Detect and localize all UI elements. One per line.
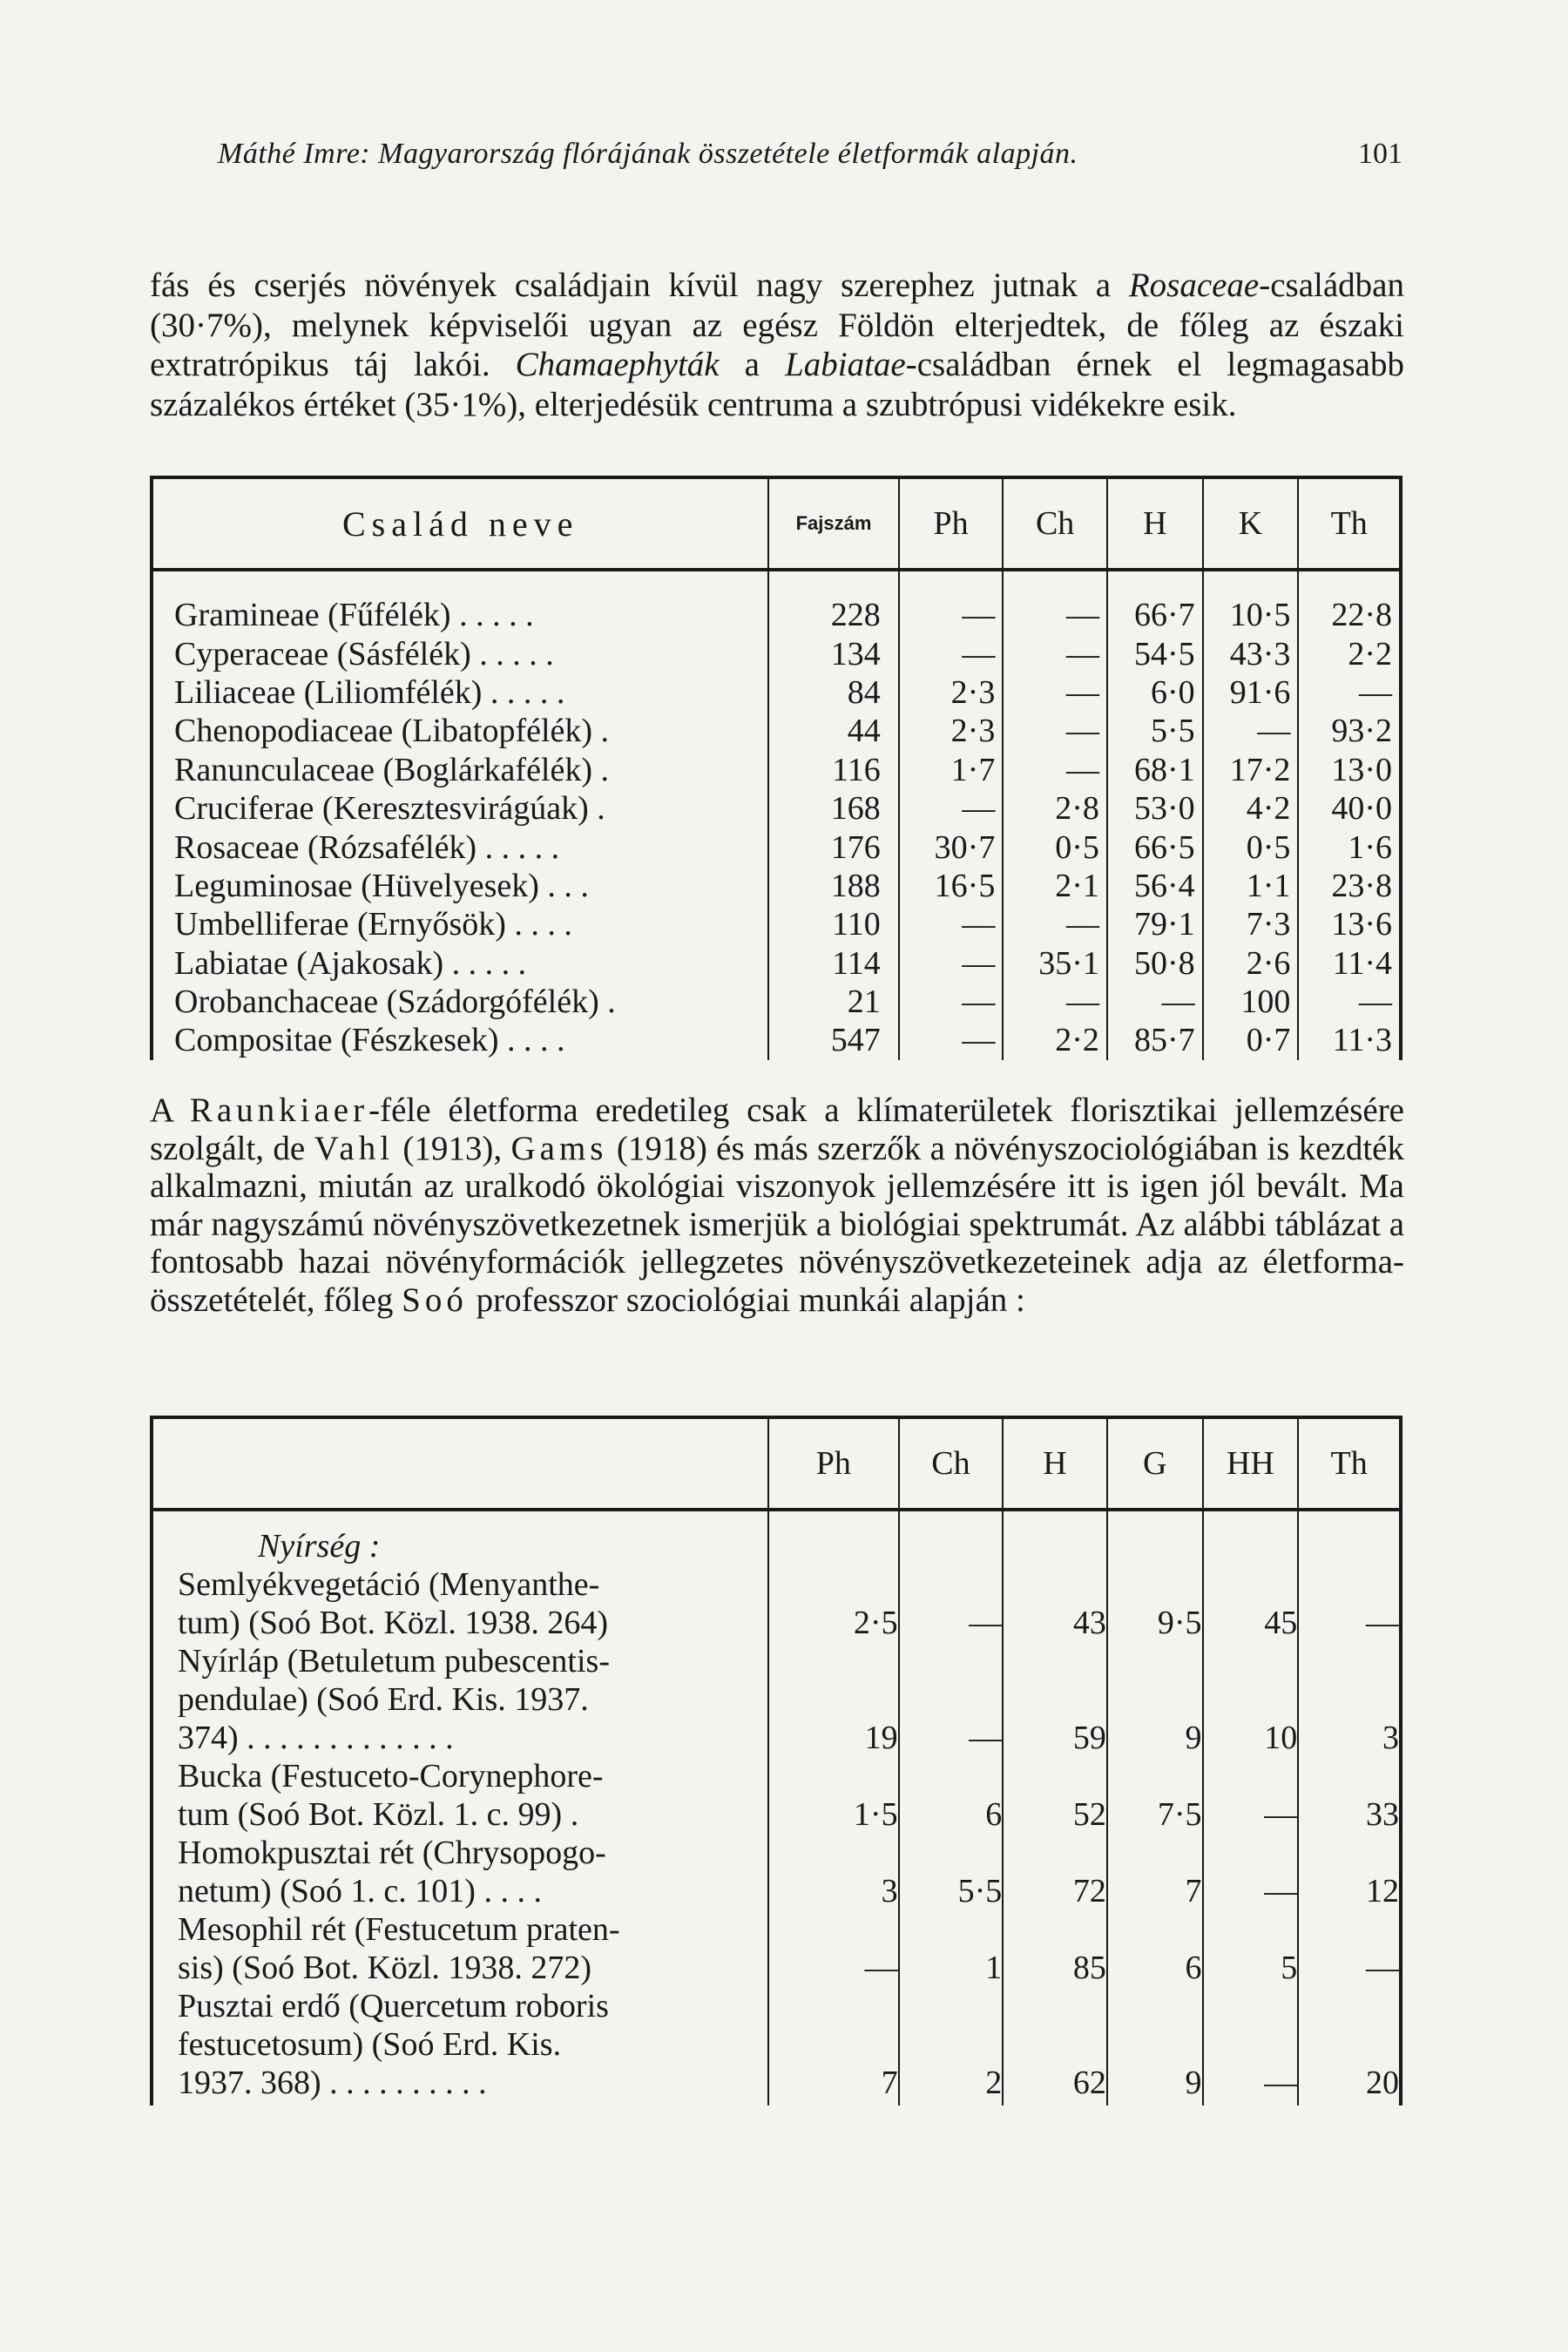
text-run: (1918) és más szerzők a növényszociológiában is kezdték alkalmazni, miután az uralkodó ökológiai viszonyok jellemzésére itt is igen jól bevált. Ma már nagyszámú növényszövetkezetnek ismerjük a biológiai spektrumát. Az alábbi táblázat a fontosabb hazai növényformációk jellegzetes növényszövetkezeteinek adja az életforma-összetételét, főleg: [150, 1129, 1404, 1319]
value-cell: 2: [899, 1987, 1004, 2105]
value-cell: —: [899, 789, 1004, 828]
value-cell: 43·3: [1203, 634, 1299, 672]
intro-paragraph: [150, 266, 1404, 424]
value-cell: —: [1203, 1757, 1299, 1834]
association-name-line: Mesophil rét (Festucetum praten-: [178, 1911, 620, 1948]
column-header: Th: [1298, 1417, 1401, 1510]
association-name-cell: [152, 1910, 768, 1987]
column-header: H: [1003, 1417, 1107, 1510]
value-cell: —: [899, 1565, 1004, 1642]
association-name-line: netum) (Soó 1. c. 101) . . . .: [178, 1873, 542, 1909]
text-run: professzor szociológiai munkái alapján :: [467, 1281, 1025, 1319]
value-cell: —: [1003, 634, 1107, 672]
value-cell: 13·0: [1298, 751, 1401, 789]
value-cell: 9: [1107, 1987, 1203, 2105]
value-cell: 13·6: [1298, 905, 1401, 943]
value-cell: 53·0: [1107, 789, 1203, 828]
value-cell: 54·5: [1107, 634, 1203, 672]
value-cell: 2·3: [899, 673, 1004, 712]
author-name: Vahl: [314, 1129, 395, 1167]
column-header: G: [1107, 1417, 1203, 1510]
table-row: [152, 1565, 1401, 1642]
family-name-cell: Chenopodiaceae (Libatopfélék) .: [174, 713, 610, 750]
author-name: Raunkiaer: [189, 1092, 369, 1129]
association-name-line: Pusztai erdő (Quercetum roboris: [178, 1988, 609, 2024]
value-cell: 52: [1003, 1757, 1107, 1834]
value-cell: 9: [1107, 1642, 1203, 1757]
association-name-cell: [152, 1987, 768, 2105]
text-run: A: [150, 1092, 190, 1129]
value-cell: —: [1003, 673, 1107, 712]
page-number: 101: [1358, 138, 1402, 170]
table-row: [152, 751, 1401, 789]
value-cell: 2·3: [899, 712, 1004, 750]
value-cell: 66·5: [1107, 828, 1203, 866]
value-cell: 85·7: [1107, 1021, 1203, 1059]
column-header: K: [1203, 477, 1299, 570]
table-row: [152, 596, 1401, 634]
value-cell: —: [1003, 905, 1107, 943]
value-cell: —: [1003, 596, 1107, 634]
value-cell: 0·5: [1003, 828, 1107, 866]
value-cell: 2·5: [768, 1565, 899, 1642]
value-cell: 91·6: [1203, 673, 1299, 712]
association-name-line: tum) (Soó Bot. Közl. 1938. 264): [178, 1605, 608, 1641]
author-name: Gams: [510, 1129, 608, 1167]
family-name-cell: Leguminosae (Hüvelyesek) . . .: [174, 867, 589, 904]
text-run-italic: Labiatae: [785, 346, 906, 383]
value-cell: 6: [899, 1757, 1004, 1834]
value-cell: 30·7: [899, 828, 1004, 866]
value-cell: 79·1: [1107, 905, 1203, 943]
association-name-line: festucetosum) (Soó Erd. Kis.: [178, 2026, 562, 2063]
column-header: Ph: [768, 1417, 899, 1510]
value-cell: —: [1298, 983, 1401, 1021]
value-cell: 1·1: [1203, 867, 1299, 905]
value-cell: 100: [1203, 983, 1299, 1021]
value-cell: 3: [768, 1834, 899, 1910]
table-row: [152, 1642, 1401, 1757]
association-name-cell: [152, 1642, 768, 1757]
table-row: [152, 789, 1401, 828]
family-name-cell: Labiatae (Ajakosak) . . . . .: [174, 944, 527, 982]
value-cell: 6·0: [1107, 673, 1203, 712]
value-cell: —: [899, 1642, 1004, 1757]
value-cell: 547: [768, 1021, 898, 1059]
column-header: Th: [1298, 477, 1401, 570]
table-header-row: [152, 1417, 1401, 1510]
value-cell: 84: [768, 673, 898, 712]
value-cell: 5: [1203, 1910, 1299, 1987]
column-header: Ch: [1003, 477, 1107, 570]
value-cell: 7·5: [1107, 1757, 1203, 1834]
association-name-line: tum (Soó Bot. Közl. 1. c. 99) .: [178, 1796, 579, 1833]
value-cell: 7: [1107, 1834, 1203, 1910]
family-name-cell: Cruciferae (Keresztesvirágúak) .: [174, 790, 605, 828]
value-cell: 19: [768, 1642, 899, 1757]
value-cell: 0·7: [1203, 1021, 1299, 1059]
value-cell: 7·3: [1203, 905, 1299, 943]
table-row: [152, 712, 1401, 750]
table-row: [152, 634, 1401, 672]
value-cell: 16·5: [899, 867, 1004, 905]
value-cell: —: [768, 1910, 899, 1987]
family-name-cell: Liliaceae (Liliomfélék) . . . . .: [174, 673, 565, 711]
value-cell: 50·8: [1107, 944, 1203, 983]
value-cell: 3: [1298, 1642, 1401, 1757]
value-cell: 40·0: [1298, 789, 1401, 828]
family-name-cell: Gramineae (Fűfélék) . . . . .: [174, 597, 534, 634]
value-cell: 66·7: [1107, 596, 1203, 634]
value-cell: 5·5: [1107, 712, 1203, 750]
table-row: [152, 867, 1401, 905]
association-name-cell: [152, 1565, 768, 1642]
table-header-row: [152, 477, 1401, 570]
association-name-line: pendulae) (Soó Erd. Kis. 1937.: [178, 1681, 589, 1718]
value-cell: 56·4: [1107, 867, 1203, 905]
association-name-cell: [152, 1834, 768, 1910]
value-cell: —: [899, 634, 1004, 672]
association-name-line: Nyírláp (Betuletum pubescentis-: [178, 1643, 610, 1680]
value-cell: 17·2: [1203, 751, 1299, 789]
running-header: [218, 138, 1402, 181]
value-cell: 228: [768, 596, 898, 634]
value-cell: 10: [1203, 1642, 1299, 1757]
value-cell: 1: [899, 1910, 1004, 1987]
table-row: [152, 673, 1401, 712]
value-cell: 11·3: [1298, 1021, 1401, 1059]
value-cell: 22·8: [1298, 596, 1401, 634]
table-row: [152, 1910, 1401, 1987]
table-row: [152, 944, 1401, 983]
value-cell: —: [899, 944, 1004, 983]
family-name-cell: Umbelliferae (Ernyősök) . . . .: [174, 906, 572, 943]
raunkiaer-paragraph: [150, 1092, 1404, 1319]
region-label: Nyírség :: [258, 1528, 381, 1565]
value-cell: 23·8: [1298, 867, 1401, 905]
value-cell: 134: [768, 634, 898, 672]
value-cell: 114: [768, 944, 898, 983]
value-cell: 188: [768, 867, 898, 905]
author-name: Soó: [402, 1281, 468, 1319]
column-header: Fajszám: [768, 477, 898, 570]
value-cell: —: [1003, 712, 1107, 750]
value-cell: 21: [768, 983, 898, 1021]
text-run: fás és cserjés növények családjain kívül nagy szerephez jutnak a: [150, 267, 1129, 304]
value-cell: 93·2: [1298, 712, 1401, 750]
family-name-cell: Rosaceae (Rózsafélék) . . . . .: [174, 828, 560, 866]
column-header: Ch: [899, 1417, 1004, 1510]
value-cell: 59: [1003, 1642, 1107, 1757]
value-cell: 110: [768, 905, 898, 943]
value-cell: 62: [1003, 1987, 1107, 2105]
value-cell: 12: [1298, 1834, 1401, 1910]
value-cell: —: [899, 596, 1004, 634]
value-cell: —: [1107, 983, 1203, 1021]
value-cell: 1·7: [899, 751, 1004, 789]
text-run: -családban (30·7%), melynek képviselői ugyan az egész Földön elterjedtek, de főleg az északi extratrópikus táj lakói.: [150, 267, 1404, 383]
value-cell: 35·1: [1003, 944, 1107, 983]
value-cell: —: [1203, 712, 1299, 750]
table-row: [152, 1987, 1401, 2105]
table-row: [152, 1021, 1401, 1059]
value-cell: 72: [1003, 1834, 1107, 1910]
value-cell: 45: [1203, 1565, 1299, 1642]
association-name-line: Homokpusztai rét (Chrysopogo-: [178, 1835, 606, 1871]
association-name-line: 374) . . . . . . . . . . . . .: [178, 1720, 454, 1756]
value-cell: 2·1: [1003, 867, 1107, 905]
table-row: [152, 983, 1401, 1021]
value-cell: 6: [1107, 1910, 1203, 1987]
value-cell: 9·5: [1107, 1565, 1203, 1642]
value-cell: 1·6: [1298, 828, 1401, 866]
association-name-cell: [152, 1757, 768, 1834]
text-run: -féle életforma eredetileg csak a klímaterületek florisztikai jellemzésére szolgált, de: [150, 1092, 1404, 1167]
column-header: Ph: [899, 477, 1004, 570]
family-name-cell: Orobanchaceae (Szádorgófélék) .: [174, 983, 616, 1021]
value-cell: —: [899, 1021, 1004, 1059]
value-cell: —: [1003, 751, 1107, 789]
value-cell: 2·2: [1003, 1021, 1107, 1059]
value-cell: 68·1: [1107, 751, 1203, 789]
text-run-italic: Chamaephyták: [515, 346, 720, 383]
text-run: -családban érnek el legmagasabb százalékos értéket (35·1%), elterjedésük centruma a szubtrópusi vidékekre esik.: [150, 346, 1404, 423]
value-cell: —: [1203, 1987, 1299, 2105]
value-cell: —: [1203, 1834, 1299, 1910]
association-name-line: sis) (Soó Bot. Közl. 1938. 272): [178, 1950, 591, 1986]
value-cell: —: [1298, 1910, 1401, 1987]
value-cell: 10·5: [1203, 596, 1299, 634]
value-cell: 4·2: [1203, 789, 1299, 828]
text-run: a: [719, 346, 786, 383]
column-header: Család neve: [341, 504, 579, 544]
association-lifeform-table: [150, 1416, 1402, 2105]
value-cell: 0·5: [1203, 828, 1299, 866]
column-header: H: [1107, 477, 1203, 570]
value-cell: —: [1298, 673, 1401, 712]
family-name-cell: Ranunculaceae (Boglárkafélék) .: [174, 751, 610, 788]
text-run-italic: Rosaceae: [1128, 267, 1260, 304]
value-cell: 44: [768, 712, 898, 750]
value-cell: 1·5: [768, 1757, 899, 1834]
table-row: [152, 828, 1401, 866]
value-cell: 5·5: [899, 1834, 1004, 1910]
family-lifeform-table: [150, 476, 1402, 1060]
table-row: [152, 1834, 1401, 1910]
value-cell: —: [1003, 983, 1107, 1021]
column-header: [152, 1417, 768, 1510]
running-title: Máthé Imre: Magyarország flórájának összetétele életformák alapján.: [218, 138, 1078, 170]
association-name-line: 1937. 368) . . . . . . . . . .: [178, 2065, 487, 2101]
value-cell: 7: [768, 1987, 899, 2105]
family-name-cell: Compositae (Fészkesek) . . . .: [174, 1022, 565, 1059]
value-cell: —: [899, 905, 1004, 943]
column-header: HH: [1203, 1417, 1299, 1510]
value-cell: 168: [768, 789, 898, 828]
value-cell: 2·6: [1203, 944, 1299, 983]
value-cell: 176: [768, 828, 898, 866]
association-name-line: Bucka (Festuceto-Corynephore-: [178, 1758, 604, 1794]
value-cell: 11·4: [1298, 944, 1401, 983]
association-name-line: Semlyékvegetáció (Menyanthe-: [178, 1566, 600, 1603]
value-cell: —: [1298, 1565, 1401, 1642]
value-cell: 2·8: [1003, 789, 1107, 828]
text-run: (1913),: [394, 1129, 511, 1167]
family-name-cell: Cyperaceae (Sásfélék) . . . . .: [174, 635, 554, 672]
value-cell: 33: [1298, 1757, 1401, 1834]
value-cell: —: [899, 983, 1004, 1021]
value-cell: 85: [1003, 1910, 1107, 1987]
value-cell: 20: [1298, 1987, 1401, 2105]
value-cell: 116: [768, 751, 898, 789]
value-cell: 2·2: [1298, 634, 1401, 672]
table-row: [152, 905, 1401, 943]
table-row: [152, 1757, 1401, 1834]
value-cell: 43: [1003, 1565, 1107, 1642]
